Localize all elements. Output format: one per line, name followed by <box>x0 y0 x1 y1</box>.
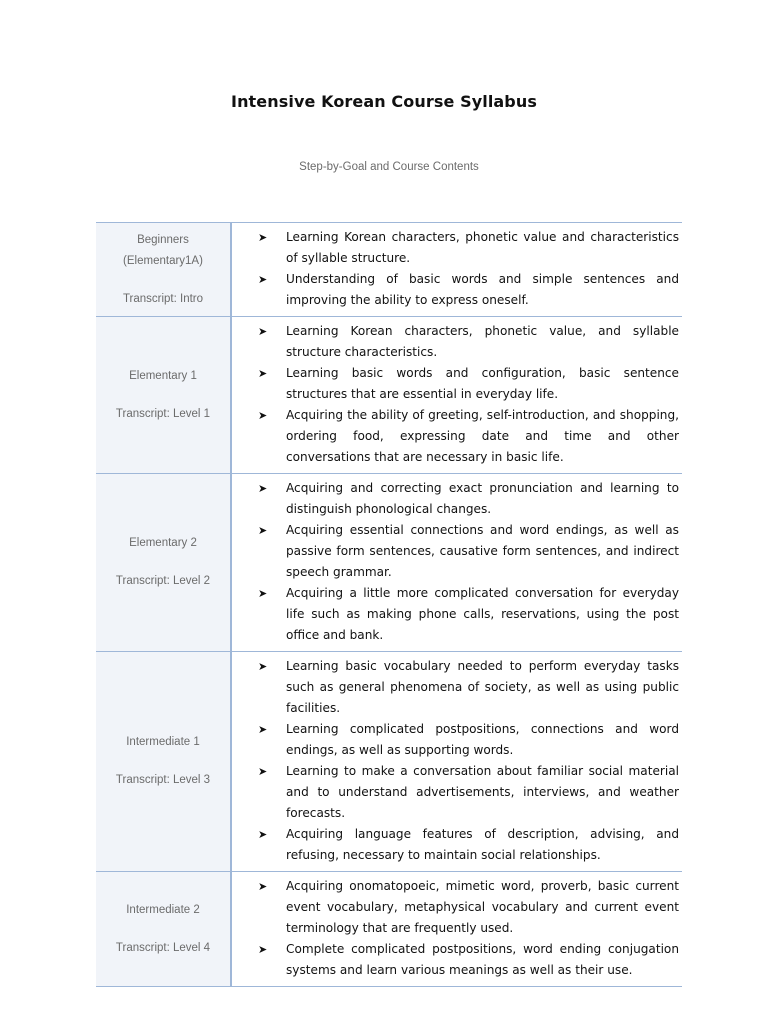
arrowhead-bullet-icon: ➤ <box>258 587 268 600</box>
goal-text: Acquiring language features of description, advising, and refusing, necessary to maintain social relationships. <box>286 827 679 862</box>
table-row <box>96 317 682 474</box>
goal-text: Understanding of basic words and simple sentences and improving the ability to express oneself. <box>286 272 679 307</box>
level-transcript: Transcript: Level 1 <box>115 407 211 420</box>
list-item <box>232 824 679 866</box>
syllabus-table <box>96 222 682 987</box>
list-item <box>232 227 679 269</box>
arrowhead-bullet-icon: ➤ <box>258 367 268 380</box>
level-cell <box>96 474 231 652</box>
level-spacer <box>100 272 226 289</box>
level-name: Intermediate 1 <box>126 736 200 748</box>
goal-text: Learning to make a conversation about familiar social material and to understand advertisements, interviews, and weather forecasts. <box>286 764 679 820</box>
list-item <box>232 761 679 824</box>
level-name: Elementary 2 <box>129 537 197 549</box>
goals-cell <box>231 652 682 872</box>
goals-list <box>232 656 679 866</box>
arrowhead-bullet-icon: ➤ <box>258 409 268 422</box>
table-row <box>96 223 682 317</box>
goals-cell <box>231 223 682 317</box>
arrowhead-bullet-icon: ➤ <box>258 524 268 537</box>
goal-text: Learning basic words and configuration, basic sentence structures that are essential in everyday life. <box>286 366 679 401</box>
arrowhead-bullet-icon: ➤ <box>258 231 268 244</box>
goal-text: Learning basic vocabulary needed to perform everyday tasks such as general phenomena of society, as well as using public facilities. <box>286 659 679 715</box>
arrowhead-bullet-icon: ➤ <box>258 943 268 956</box>
list-item <box>232 876 679 939</box>
table-row <box>96 652 682 872</box>
goal-text: Acquiring essential connections and word endings, as well as passive form sentences, causative form sentences, and indirect speech grammar. <box>286 523 679 579</box>
goals-list <box>232 321 679 468</box>
document-title: Intensive Korean Course Syllabus <box>231 92 537 111</box>
goals-cell <box>231 872 682 987</box>
list-item <box>232 269 679 311</box>
level-transcript: Transcript: Level 2 <box>115 575 211 587</box>
list-item <box>232 939 679 981</box>
goal-text: Acquiring a little more complicated conversation for everyday life such as making phone calls, reservations, using the post office and bank. <box>286 586 679 642</box>
level-name: Elementary 1 <box>129 369 197 382</box>
level-transcript: Transcript: Intro <box>122 292 204 305</box>
level-name: Intermediate 2 <box>126 903 200 916</box>
arrowhead-bullet-icon: ➤ <box>258 273 268 286</box>
level-spacer <box>100 753 226 770</box>
level-cell <box>96 872 231 987</box>
goals-cell <box>231 317 682 474</box>
level-cell <box>96 652 231 872</box>
goals-cell <box>231 474 682 652</box>
level-name-detail: (Elementary1A) <box>123 254 203 267</box>
goal-text: Acquiring onomatopoeic, mimetic word, proverb, basic current event vocabulary, metaphysical vocabulary and current event terminology that are frequently used. <box>286 879 679 935</box>
level-spacer <box>100 387 226 404</box>
goal-text: Complete complicated postpositions, word ending conjugation systems and learn various meanings as well as their use. <box>286 942 679 977</box>
list-item <box>232 405 679 468</box>
level-transcript: Transcript: Level 3 <box>115 774 211 786</box>
arrowhead-bullet-icon: ➤ <box>258 723 268 736</box>
goal-text: Learning Korean characters, phonetic value, and syllable structure characteristics. <box>286 324 679 359</box>
level-spacer <box>100 554 226 571</box>
table-row <box>96 474 682 652</box>
arrowhead-bullet-icon: ➤ <box>258 765 268 778</box>
table-row <box>96 872 682 987</box>
arrowhead-bullet-icon: ➤ <box>258 482 268 495</box>
list-item <box>232 520 679 583</box>
list-item <box>232 719 679 761</box>
list-item <box>232 363 679 405</box>
goals-list <box>232 876 679 981</box>
goal-text: Acquiring and correcting exact pronunciation and learning to distinguish phonological changes. <box>286 481 679 516</box>
document-subtitle: Step-by-Goal and Course Contents <box>299 161 479 173</box>
arrowhead-bullet-icon: ➤ <box>258 660 268 673</box>
level-cell <box>96 223 231 317</box>
goal-text: Learning complicated postpositions, connections and word endings, as well as supporting words. <box>286 722 679 757</box>
goals-list <box>232 227 679 311</box>
list-item <box>232 583 679 646</box>
list-item <box>232 321 679 363</box>
goals-list <box>232 478 679 646</box>
goal-text: Acquiring the ability of greeting, self-introduction, and shopping, ordering food, expressing date and time and other conversations that are necessary in basic life. <box>286 408 679 464</box>
arrowhead-bullet-icon: ➤ <box>258 828 268 841</box>
goal-text: Learning Korean characters, phonetic value and characteristics of syllable structure. <box>286 230 679 265</box>
list-item <box>232 478 679 520</box>
syllabus-table-body <box>96 223 682 987</box>
level-cell <box>96 317 231 474</box>
level-spacer <box>100 921 226 938</box>
arrowhead-bullet-icon: ➤ <box>258 325 268 338</box>
level-name: Beginners <box>137 233 189 246</box>
arrowhead-bullet-icon: ➤ <box>258 880 268 893</box>
list-item <box>232 656 679 719</box>
level-transcript: Transcript: Level 4 <box>115 941 211 954</box>
